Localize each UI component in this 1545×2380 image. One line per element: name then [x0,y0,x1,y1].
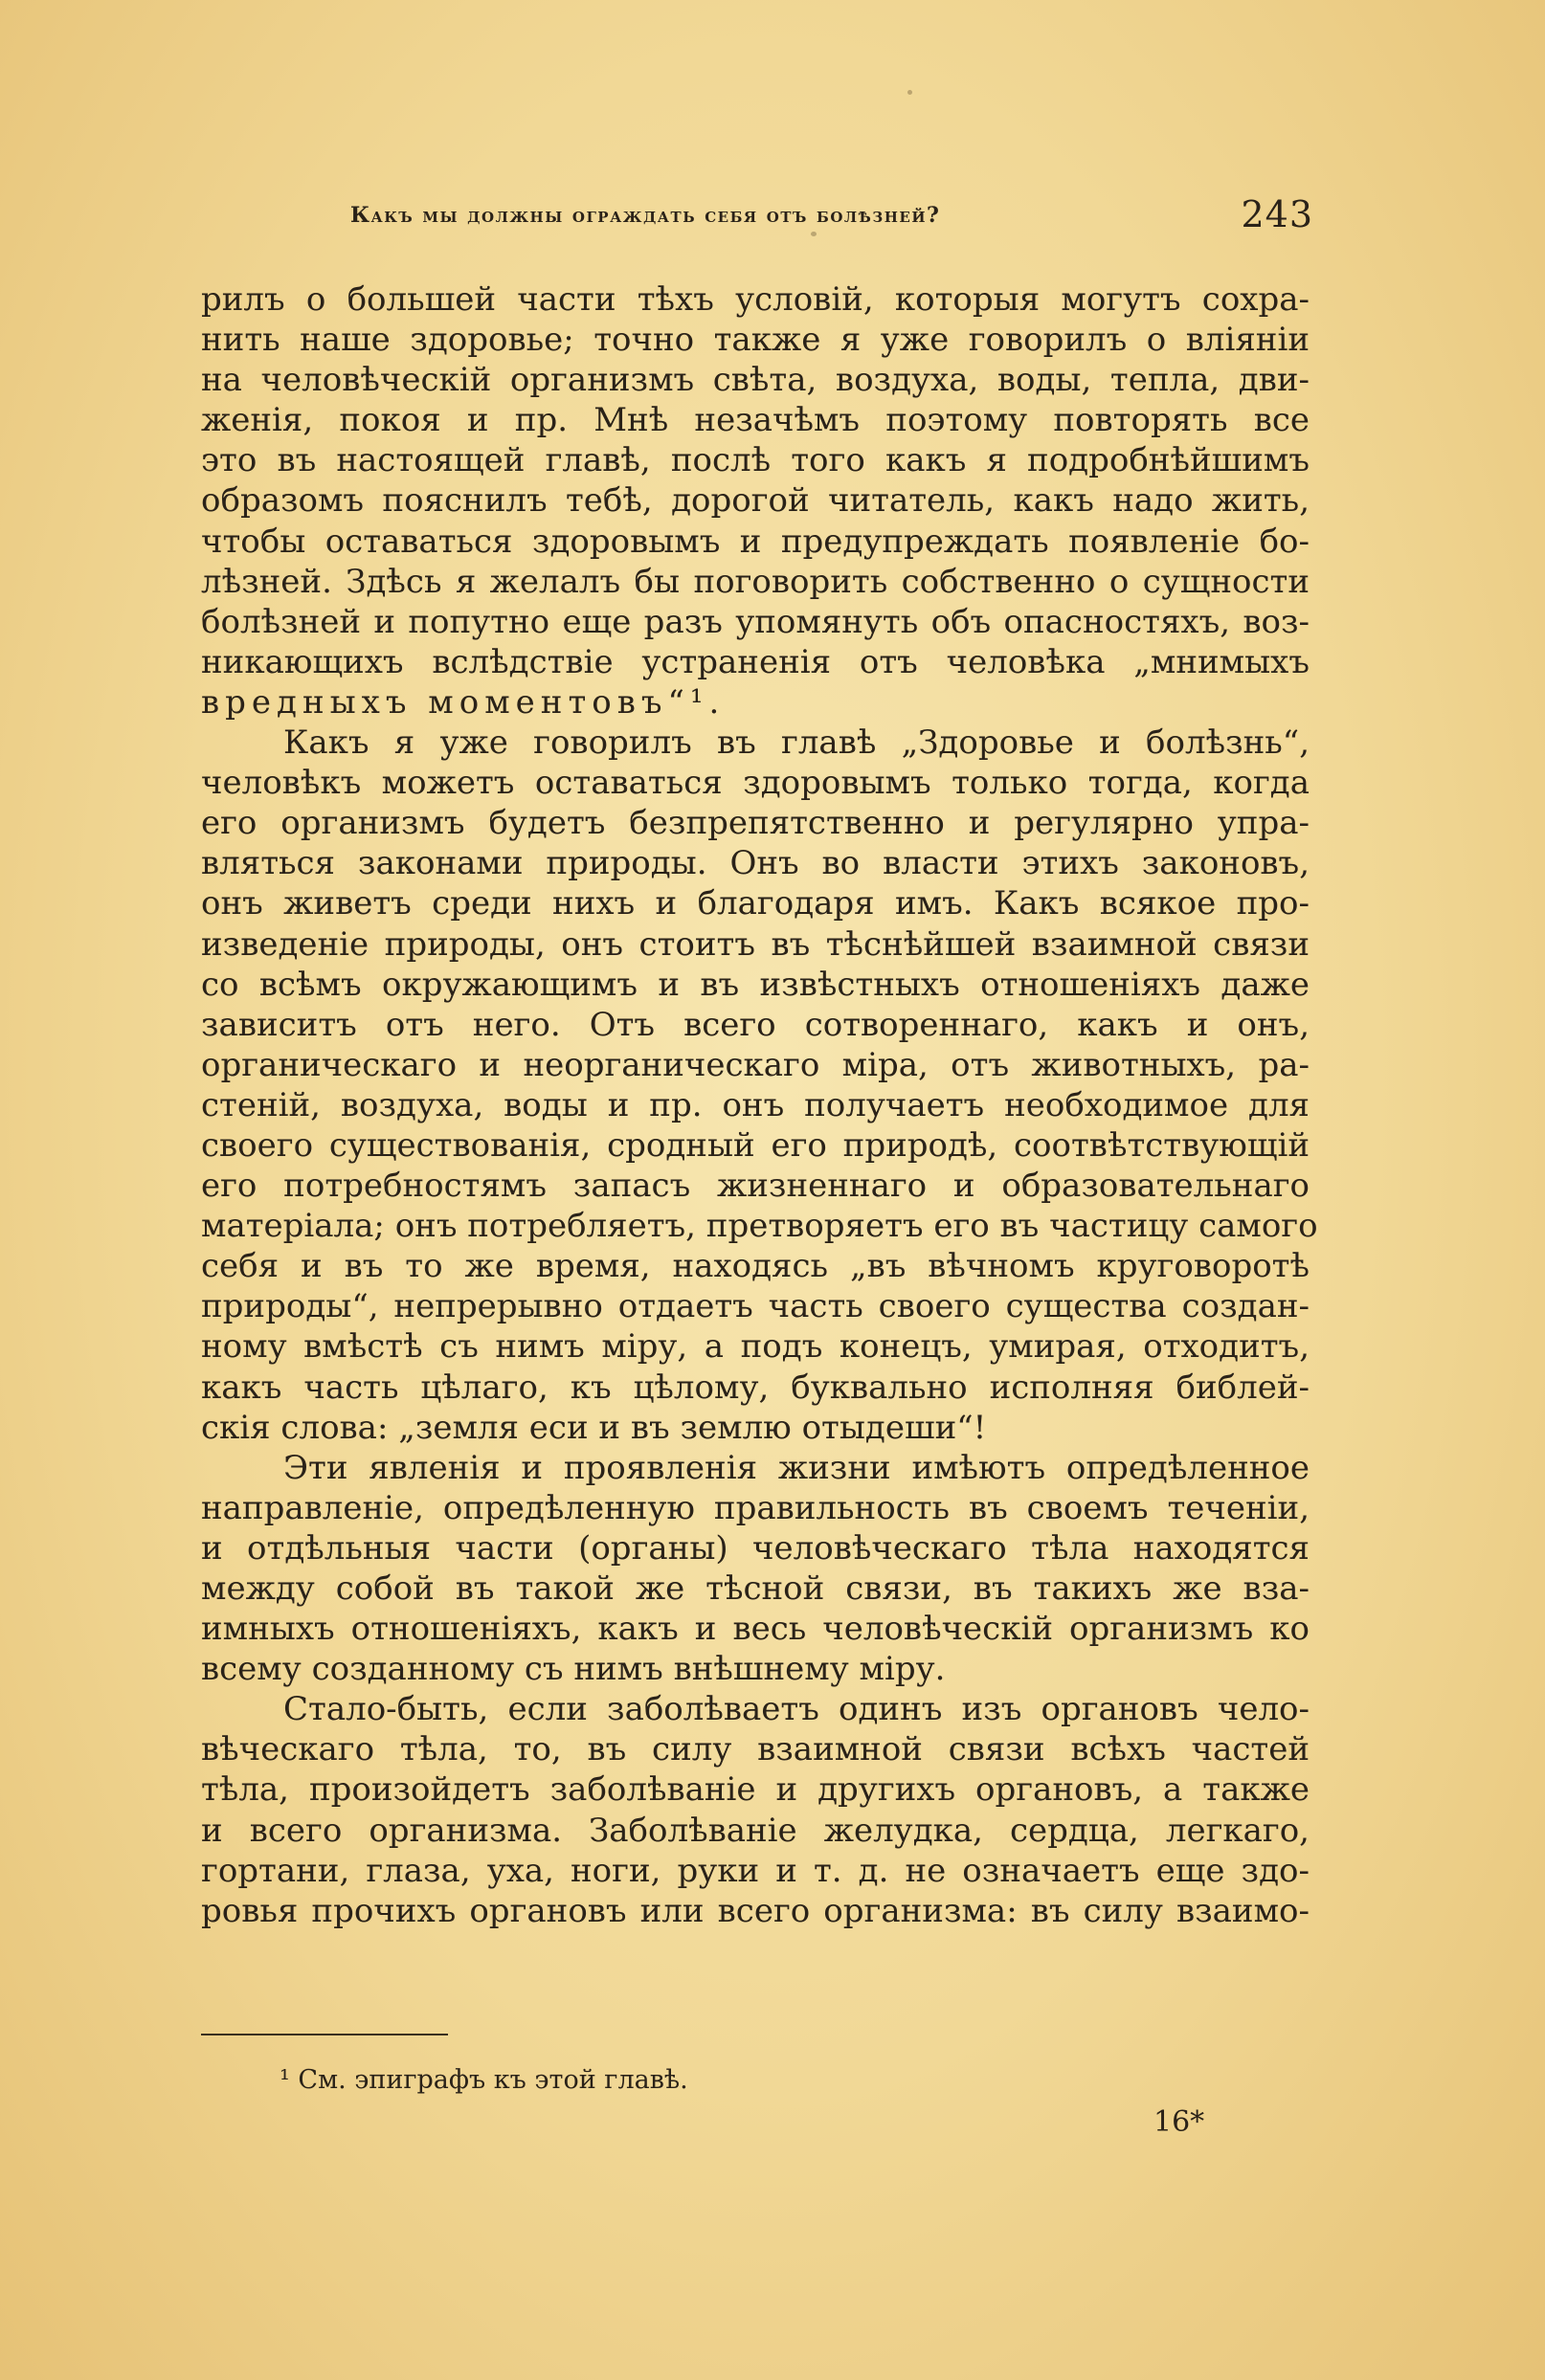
text-line: вредныхъ моментовъ“¹. [201,682,726,722]
text-line: ному вмѣстѣ съ нимъ міру, а подъ конецъ, умирая, отходитъ, [201,1327,1310,1367]
text-line: его потребностямъ запасъ жизненнаго и образовательнаго [201,1167,1310,1206]
text-line: и отдѣльныя части (органы) человѣческаго тѣла находятся [201,1528,1310,1568]
text-line: болѣзней и попутно еще разъ упомянуть объ опасностяхъ, воз- [201,602,1310,641]
text-line: образомъ пояснилъ тебѣ, дорогой читатель, какъ надо жить, [201,481,1310,521]
text-line: чтобы оставаться здоровымъ и предупреждать появленіе бо- [201,522,1310,561]
footnote-divider [201,2034,448,2035]
text-line: направленіе, опредѣленную правильность въ своемъ теченіи, [201,1488,1310,1527]
text-line: скія слова: „земля еси и въ землю отыдеши“! [201,1408,987,1447]
text-line: тѣла, произойдетъ заболѣваніе и другихъ органовъ, а также [201,1770,1310,1810]
text-line: его организмъ будетъ безпрепятственно и регулярно упра- [201,804,1310,843]
text-line: нить наше здоровье; точно также я уже говорилъ о вліяніи [201,321,1310,360]
text-line: гортани, глаза, уха, ноги, руки и т. д. не означаетъ еще здо- [201,1851,1310,1890]
text-line: стеній, воздуха, воды и пр. онъ получаетъ необходимое для [201,1085,1310,1124]
text-line: ровья прочихъ органовъ или всего организма: въ силу взаимо- [201,1891,1310,1930]
running-head: Какъ мы должны ограждать себя отъ болѣзней? [350,203,941,228]
text-line: органическаго и неорганическаго міра, отъ животныхъ, ра- [201,1045,1310,1084]
text-line: своего существованія, сродный его природѣ, соотвѣтствующій [201,1125,1310,1165]
text-line: какъ часть цѣлаго, къ цѣлому, буквально исполняя библей- [201,1368,1310,1407]
text-line: женія, покоя и пр. Мнѣ незачѣмъ поэтому повторять все [201,401,1310,440]
text-line: лѣзней. Здѣсь я желалъ бы поговорить собственно о сущности [201,562,1310,601]
paragraph-start-line: Какъ я уже говорилъ въ главѣ „Здоровье и болѣзнь“, [283,723,1310,763]
text-line: вляться законами природы. Онъ во власти этихъ законовъ, [201,844,1310,883]
body-text [201,279,1318,1931]
paragraph-start-line: Эти явленія и проявленія жизни имѣютъ опредѣленное [283,1448,1310,1487]
text-line: на человѣческій организмъ свѣта, воздуха, воды, тепла, дви- [201,361,1310,400]
text-line: матеріала; онъ потребляетъ, претворяетъ его въ частицу самого [201,1207,1318,1246]
page-header [201,193,1313,245]
text-line: никающихъ вслѣдствіе устраненія отъ человѣка „мнимыхъ [201,642,1310,681]
printer-signature-mark: 16* [1153,2105,1205,2139]
text-line: вѣческаго тѣла, то, въ силу взаимной связи всѣхъ частей [201,1730,1310,1769]
text-line: между собой въ такой же тѣсной связи, въ такихъ же вза- [201,1569,1310,1608]
footnote: ¹ См. эпиграфъ къ этой главѣ. [280,2065,688,2095]
text-line: природы“, непрерывно отдаетъ часть своего существа создан- [201,1287,1310,1326]
text-line: изведеніе природы, онъ стоитъ въ тѣснѣйшей взаимной связи [201,924,1310,964]
text-line: это въ настоящей главѣ, послѣ того какъ я подробнѣйшимъ [201,441,1310,480]
text-line: со всѣмъ окружающимъ и въ извѣстныхъ отношеніяхъ даже [201,965,1310,1004]
page-number: 243 [1241,193,1313,235]
text-line: себя и въ то же время, находясь „въ вѣчномъ круговоротѣ [201,1247,1310,1286]
text-line: имныхъ отношеніяхъ, какъ и весь человѣческій организмъ ко [201,1610,1310,1649]
text-line: зависитъ отъ него. Отъ всего сотвореннаго, какъ и онъ, [201,1005,1310,1044]
text-line: всему созданному съ нимъ внѣшнему міру. [201,1650,946,1689]
text-line: человѣкъ можетъ оставаться здоровымъ только тогда, когда [201,764,1310,803]
ink-speck [907,90,912,95]
text-line: онъ живетъ среди нихъ и благодаря имъ. Какъ всякое про- [201,884,1310,923]
text-line: рилъ о большей части тѣхъ условій, которыя могутъ сохра- [201,280,1310,319]
paragraph-start-line: Стало-быть, если заболѣваетъ одинъ изъ органовъ чело- [283,1690,1310,1729]
text-line: и всего организма. Заболѣваніе желудка, сердца, легкаго, [201,1811,1310,1850]
